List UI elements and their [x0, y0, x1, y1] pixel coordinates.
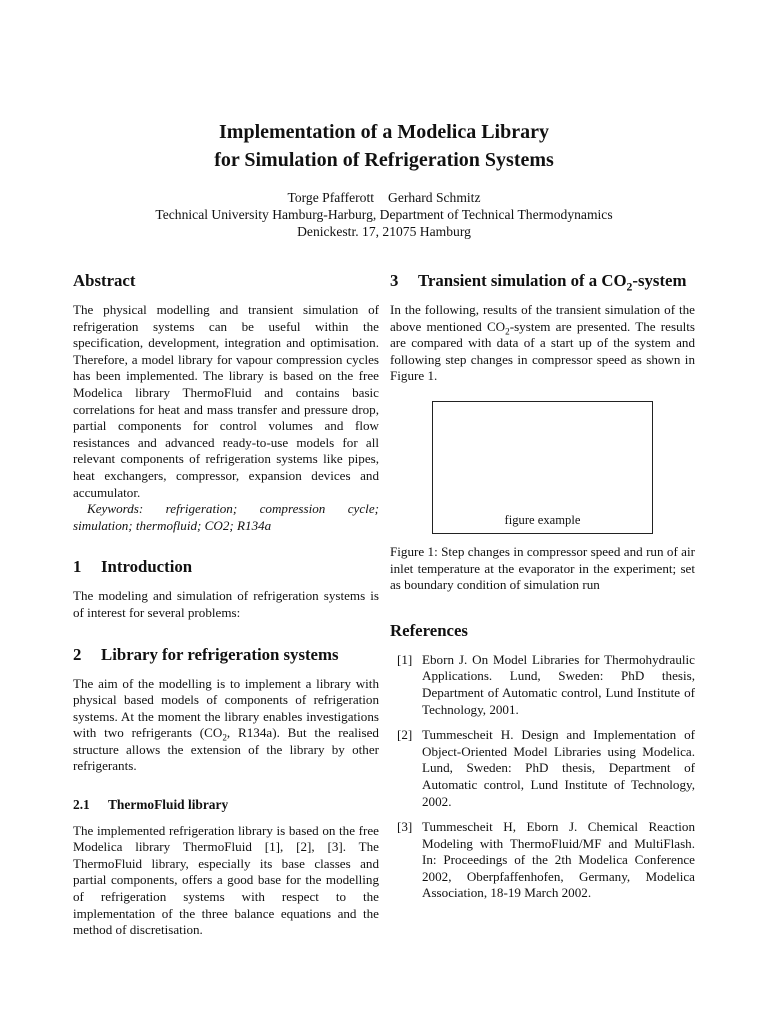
reference-item: [390, 819, 695, 902]
address: Denickestr. 17, 21075 Hamburg: [297, 224, 471, 239]
figure-placeholder-label: figure example: [504, 513, 581, 528]
section-1-heading: [73, 556, 379, 578]
reference-text: Tummescheit H. Design and Implementation of Object-Oriented Model Libraries using Modelica. Lund, Sweden: PhD thesis, Department of Automatic control, Lund Institute of Technology, 2002.: [422, 727, 695, 809]
reference-number: [3]: [397, 819, 413, 835]
section-3-text-subscript: 2: [505, 326, 510, 337]
section-2-text: [73, 676, 379, 776]
author-block: [0, 189, 768, 240]
author-names: [0, 189, 768, 206]
reference-item: [390, 727, 695, 810]
abstract-heading: Abstract: [73, 271, 136, 290]
section-3-text-b: -system are presented. The results are compared with data of a start up of the system and following step changes in compressor speed as shown in Figure 1.: [390, 318, 695, 384]
section-2-text-b: , R134a). But the realised structure allows the extension of the library by other refrigerants.: [73, 725, 379, 774]
title-line-2: for Simulation of Refrigeration Systems: [214, 149, 554, 171]
reference-text: Tummescheit H, Eborn J. Chemical Reaction Modeling with ThermoFluid/MF and MultiFlash. In: Proceedings of the 2th Modelica Conference 2002, Oberpfaffenhofen, Germany, Modelica Association, 18-19 March 2002.: [422, 819, 695, 901]
section-1-number: 1: [73, 557, 82, 577]
right-column: [390, 270, 695, 911]
keywords: Keywords: refrigeration; compression cycle; simulation; thermofluid; CO2; R134a: [73, 501, 379, 533]
affiliation: Technical University Hamburg-Harburg, Department of Technical Thermodynamics: [155, 207, 613, 222]
co2-subscript: 2: [222, 732, 227, 743]
section-2-1-number: 2.1: [73, 797, 90, 813]
abstract-text: The physical modelling and transient simulation of refrigeration systems can be useful within the specification, development, integration and optimisation. Therefore, a model library for vapour compression cycles has been implemented. The library is based on the free Modelica library ThermoFluid and contains basic correlations for heat and mass transfer and pressure drop, partial components for control volumes and flow resistances and advanced ready-to-use models for all relevant components of refrigeration systems like pipes, heat exchangers, compressor, expansion devices and accumulator.: [73, 302, 379, 500]
section-2-number: 2: [73, 644, 82, 664]
section-3-subscript: 2: [626, 280, 633, 294]
reference-item: [390, 652, 695, 718]
figure-1: [432, 401, 653, 534]
section-3-text: [390, 302, 695, 385]
section-3-title-a: Transient simulation of a CO: [418, 271, 627, 290]
section-3-title-b: -system: [632, 271, 687, 290]
section-2-title: Library for refrigeration systems: [101, 644, 339, 664]
section-2-text-a: The aim of the modelling is to implement a library with physical based models of components of refrigeration systems. At the moment the library enables investigations with two refrigerants (CO: [73, 675, 379, 741]
section-3-number: 3: [390, 271, 399, 290]
figure-1-caption: Figure 1: Step changes in compressor speed and run of air inlet temperature at the evaporator in the experiment; set as boundary condition of simulation run: [390, 543, 695, 593]
reference-text: Eborn J. On Model Libraries for Thermohydraulic Applications. Lund, Sweden: PhD thesis, Department of Automatic control, Lund Institute of Technology, 2001.: [422, 651, 695, 717]
section-2-1-text: The implemented refrigeration library is based on the free Modelica library ThermoFluid [1], [2], [3]. The ThermoFluid library, especially its base classes and partial components, offers a good base for the modelling of refrigeration systems with respect to the implementation of the three balance equations and the method of discretisation.: [73, 822, 379, 938]
section-3-text-a: In the following, results of the transient simulation of the above mentioned CO: [390, 302, 695, 334]
left-column: [73, 270, 379, 939]
section-1-text: The modeling and simulation of refrigeration systems is of interest for several problems:: [73, 588, 379, 620]
paper-title: [0, 118, 768, 174]
reference-list: [390, 652, 695, 902]
section-1-title: Introduction: [101, 557, 193, 577]
section-2-1-heading: [73, 797, 379, 814]
reference-number: [2]: [397, 727, 413, 743]
references-heading: References: [390, 620, 468, 640]
title-line-1: Implementation of a Modelica Library: [219, 121, 549, 143]
section-2-1-title: ThermoFluid library: [108, 797, 229, 813]
author-2: Gerhard Schmitz: [388, 190, 481, 205]
author-1: Torge Pfafferott: [287, 190, 375, 205]
section-2-heading: [73, 644, 379, 666]
section-3-heading: [390, 270, 695, 292]
reference-number: [1]: [397, 651, 413, 667]
